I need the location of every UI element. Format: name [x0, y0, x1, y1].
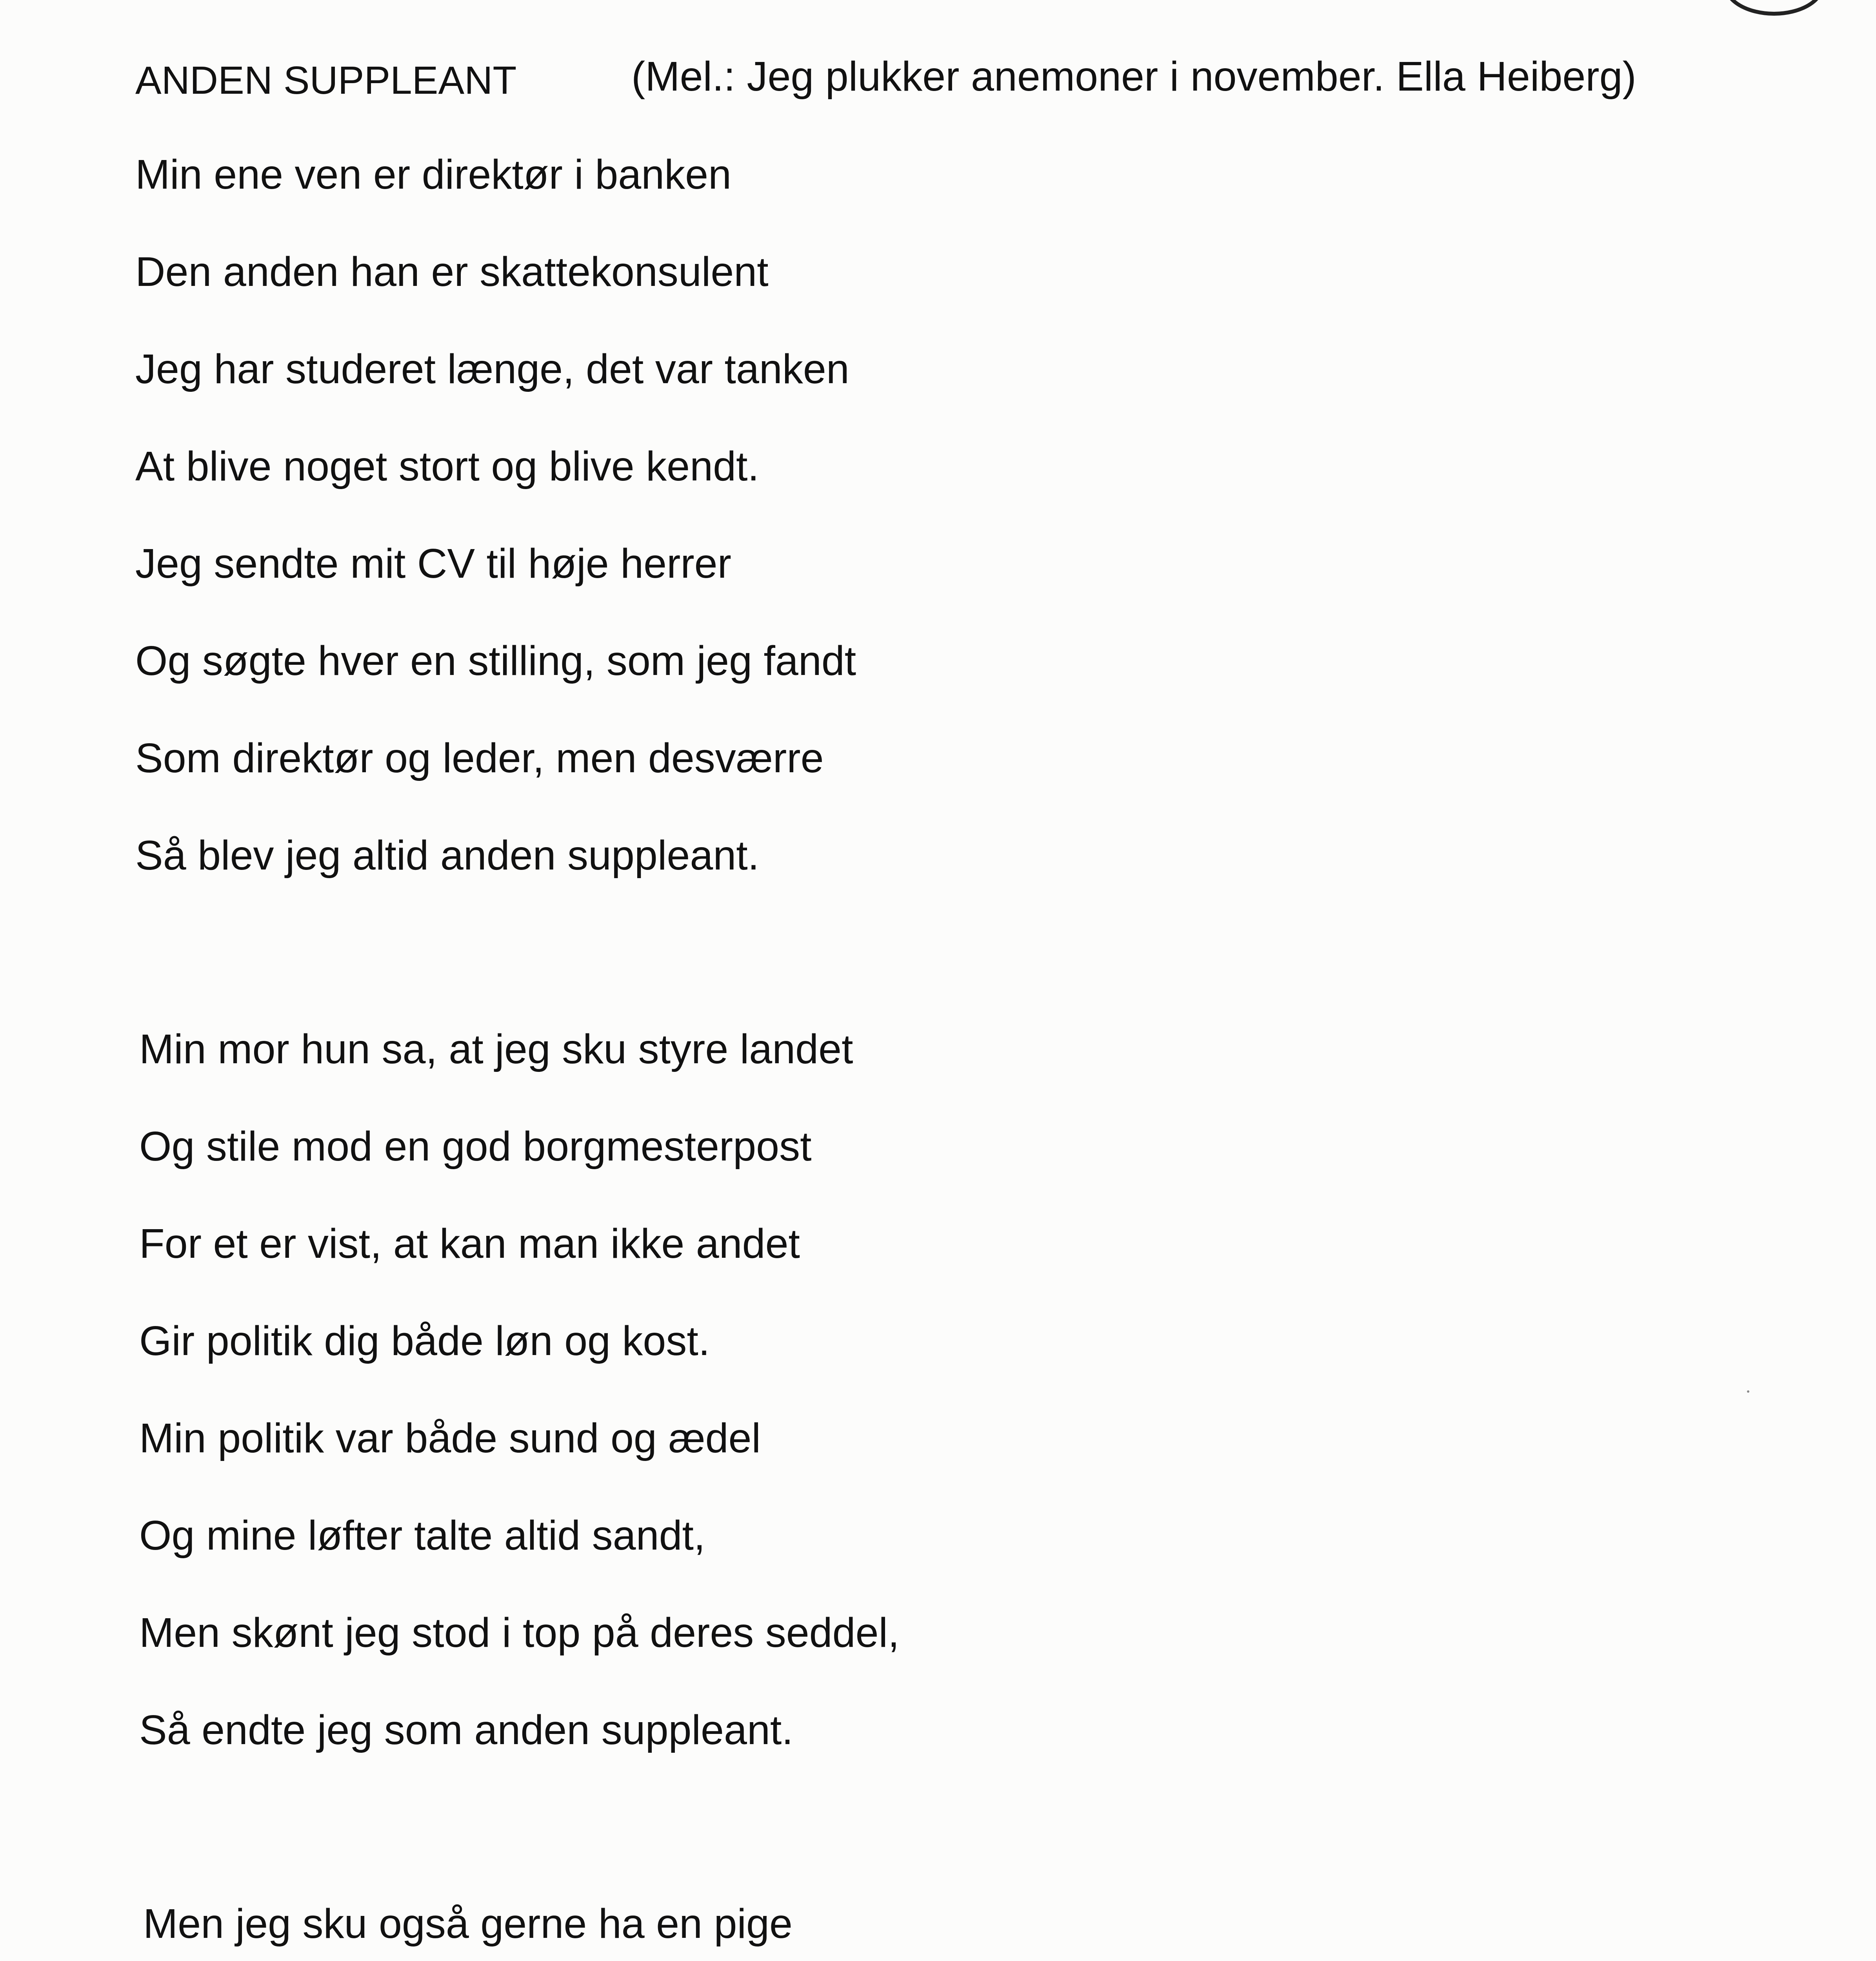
melody-note: (Mel.: Jeg plukker anemoner i november. Ella Heiberg) — [631, 53, 1636, 100]
verse-line: Min ene ven er direktør i banken — [135, 151, 732, 198]
stanza-1 — [135, 145, 1782, 923]
verse-line: Og mine løfter talte altid sandt, — [139, 1512, 705, 1559]
verse-line: Jeg sendte mit CV til høje herrer — [135, 540, 731, 587]
verse-line: Som direktør og leder, men desværre — [135, 735, 824, 781]
verse-line: Så blev jeg altid anden suppleant. — [135, 832, 760, 879]
verse-line: Min mor hun sa, at jeg sku styre landet — [139, 1026, 853, 1072]
paper-speck — [1747, 1390, 1749, 1393]
verse-line: Så endte jeg som anden suppleant. — [139, 1707, 793, 1753]
page-number-circle-mark — [1723, 0, 1825, 16]
verse-line: Men jeg sku også gerne ha en pige — [143, 1901, 793, 1947]
verse-line: Gir politik dig både løn og kost. — [139, 1318, 710, 1364]
verse-line: Og stile mod en god borgmesterpost — [139, 1123, 812, 1170]
stanza-2 — [139, 1020, 1786, 1798]
verse-line: For et er vist, at kan man ikke andet — [139, 1221, 800, 1267]
verse-line: At blive noget stort og blive kendt. — [135, 443, 759, 489]
header-row — [135, 51, 1821, 110]
stanza-3 — [143, 1894, 1790, 1961]
verse-line: Og søgte hver en stilling, som jeg fandt — [135, 638, 856, 684]
verse-line: Den anden han er skattekonsulent — [135, 249, 769, 295]
song-title: ANDEN SUPPLEANT — [135, 58, 517, 102]
verse-line: Jeg har studeret længe, det var tanken — [135, 346, 849, 392]
verse-line: Min politik var både sund og ædel — [139, 1415, 761, 1461]
verse-line: Men skønt jeg stod i top på deres seddel, — [139, 1610, 900, 1656]
